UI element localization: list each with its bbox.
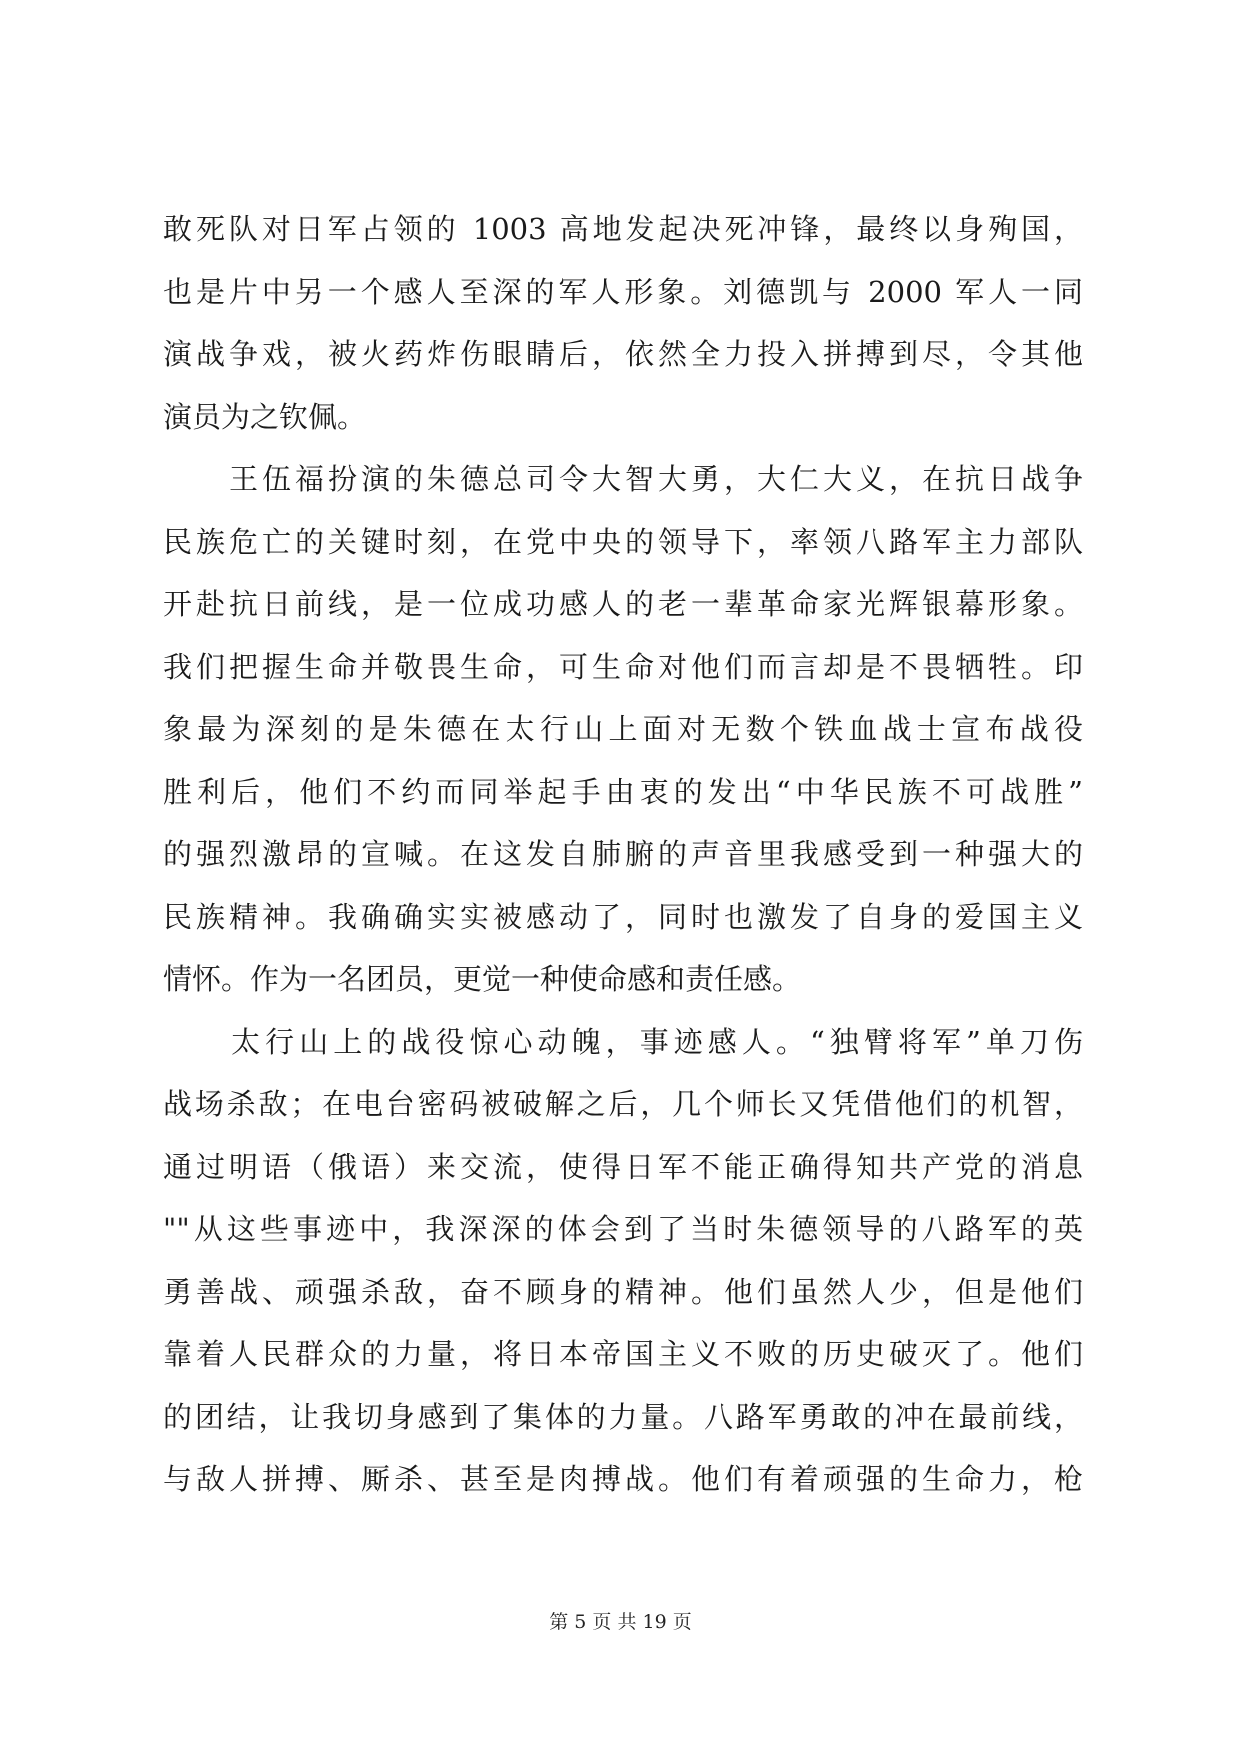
text-line: 靠着人民群众的力量，将日本帝国主义不败的历史破灭了。他们 [163,1337,1083,1371]
text-line: 战场杀敌；在电台密码被破解之后，几个师长又凭借他们的机智， [163,1087,1083,1121]
text-line: ""从这些事迹中，我深深的体会到了当时朱德领导的八路军的英 [163,1212,1083,1246]
text-line: 勇善战、顽强杀敌，奋不顾身的精神。他们虽然人少，但是他们 [163,1274,1083,1309]
text-line: 太行山上的战役惊心动魄，事迹感人。“独臂将军”单刀伤 [163,1024,1083,1059]
text-line: 开赴抗日前线，是一位成功感人的老一辈革命家光辉银幕形象。 [163,587,1083,621]
text-line: 情怀。作为一名团员，更觉一种使命感和责任感。 [163,962,802,996]
text-line: 王伍福扮演的朱德总司令大智大勇，大仁大义，在抗日战争 [163,462,1083,496]
text-line: 的强烈激昂的宣喊。在这发自肺腑的声音里我感受到一种强大的 [163,837,1083,871]
page-footer: 第 5 页 共 19 页 [549,1611,692,1633]
text-line: 民族危亡的关键时刻，在党中央的领导下，率领八路军主力部队 [163,524,1083,559]
text-line: 象最为深刻的是朱德在太行山上面对无数个铁血战士宣布战役 [163,712,1083,746]
text-line: 我们把握生命并敬畏生命，可生命对他们而言却是不畏牺牲。印 [163,649,1083,684]
text-line: 的团结，让我切身感到了集体的力量。八路军勇敢的冲在最前线， [163,1399,1083,1434]
text-line: 敢死队对日军占领的 1003 高地发起决死冲锋，最终以身殉国， [163,212,1083,246]
text-line: 与敌人拼搏、厮杀、甚至是肉搏战。他们有着顽强的生命力，枪 [163,1462,1083,1496]
text-line: 胜利后，他们不约而同举起手由衷的发出“中华民族不可战胜” [163,774,1083,809]
text-line: 民族精神。我确确实实被感动了，同时也激发了自身的爱国主义 [163,899,1083,934]
text-line: 通过明语（俄语）来交流，使得日军不能正确得知共产党的消息 [163,1149,1083,1184]
body-text [163,198,1083,1511]
text-line: 演员为之钦佩。 [163,399,367,434]
text-line: 演战争戏，被火药炸伤眼睛后，依然全力投入拼搏到尽，令其他 [163,337,1083,371]
text-line: 也是片中另一个感人至深的军人形象。刘德凯与 2000 军人一同 [163,274,1083,309]
